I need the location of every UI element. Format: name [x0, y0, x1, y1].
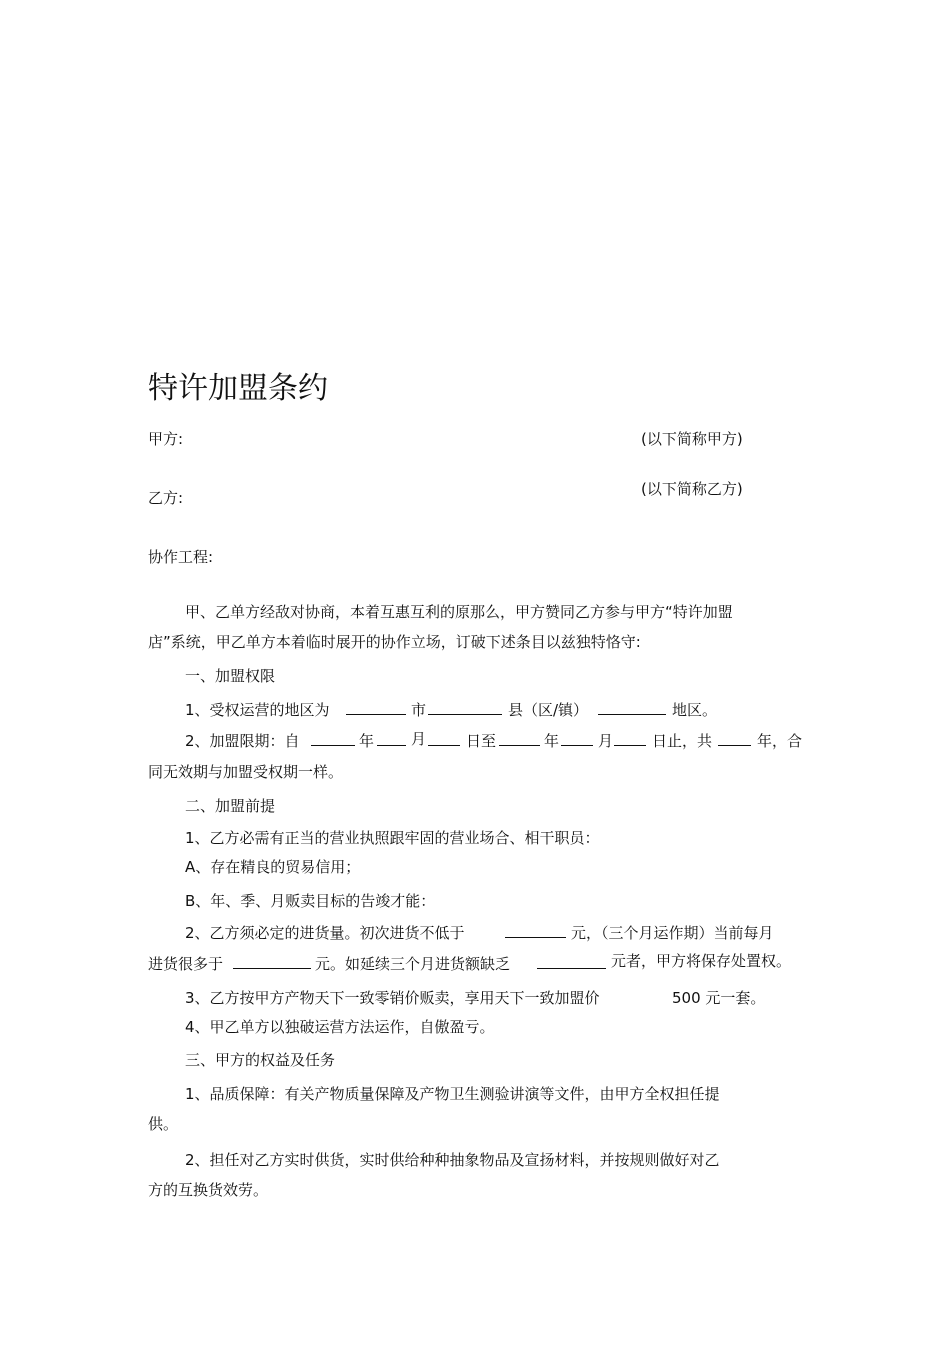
- clause-2-2-text-e: 元者，甲方将保存处置权。: [611, 952, 792, 970]
- blank-district: [598, 700, 666, 715]
- blank-end-year: [499, 731, 540, 746]
- clause-2-a: A、存在精良的贸易信用；: [185, 858, 361, 876]
- clause-1-2-text-f: 月: [598, 732, 614, 750]
- document-title: 特许加盟条约: [148, 371, 328, 406]
- party-b-note: (以下简称乙方): [641, 480, 743, 498]
- blank-shortfall-amount: [537, 954, 606, 969]
- clause-1-2-text-d: 日至: [466, 732, 497, 750]
- clause-2-4: 4、甲乙单方以独破运营方法运作，自傲盈亏。: [185, 1018, 495, 1036]
- clause-2-2-text-c: 进货很多于: [148, 955, 224, 973]
- clause-2-3-text-a: 3、乙方按甲方产物天下一致零销价贩卖，享用天下一致加盟价: [185, 989, 600, 1007]
- clause-2-2-text-a: 2、乙方须必定的进货量。初次进货不低于: [185, 924, 465, 942]
- blank-city: [346, 700, 406, 715]
- clause-1-2-text-g: 日止，共: [652, 732, 713, 750]
- blank-start-year: [311, 731, 355, 746]
- clause-1-2-line-2: 同无效期与加盟受权期一样。: [148, 763, 344, 781]
- blank-county: [428, 700, 502, 715]
- party-a-note: (以下简称甲方): [641, 430, 743, 448]
- blank-end-month: [561, 731, 593, 746]
- clause-3-1-line-2: 供。: [148, 1115, 179, 1133]
- clause-1-1-text-a: 1、受权运营的地区为: [185, 701, 330, 719]
- blank-initial-amount: [505, 923, 566, 938]
- clause-1-2-text-e: 年: [544, 732, 560, 750]
- clause-2-3-text-b: 500 元一套。: [672, 989, 766, 1007]
- section-2-heading: 二、加盟前提: [185, 797, 276, 815]
- section-3-heading: 三、甲方的权益及任务: [185, 1051, 336, 1069]
- clause-2-1: 1、乙方必需有正当的营业执照跟牢固的营业场合、相干职员：: [185, 829, 600, 847]
- clause-3-2-line-2: 方的互换货效劳。: [148, 1181, 269, 1199]
- clause-1-1-text-c: 县（区/镇）: [508, 701, 589, 719]
- party-a-label: 甲方:: [148, 430, 184, 448]
- clause-1-2-text-c: 月: [411, 730, 427, 748]
- clause-1-2-text-b: 年: [359, 732, 375, 750]
- blank-end-day: [614, 731, 646, 746]
- clause-2-2-text-d: 元。如延续三个月进货额缺乏: [315, 955, 511, 973]
- blank-start-day: [428, 731, 460, 746]
- clause-2-2-text-b: 元，（三个月运作期）当前每月: [571, 924, 774, 942]
- blank-monthly-amount: [233, 954, 311, 969]
- section-1-heading: 一、加盟权限: [185, 667, 276, 685]
- clause-3-1-line-1: 1、品质保障：有关产物质量保障及产物卫生测验讲演等文件，由甲方全权担任提: [185, 1085, 720, 1103]
- project-label: 协作工程:: [148, 548, 214, 566]
- clause-3-2-line-1: 2、担任对乙方实时供货，实时供给种种抽象物品及宣扬材料，并按规则做好对乙: [185, 1151, 720, 1169]
- clause-1-1-text-d: 地区。: [672, 701, 718, 719]
- blank-total-years: [718, 731, 751, 746]
- clause-1-1-text-b: 市: [411, 701, 427, 719]
- clause-2-b: B、年、季、月贩卖目标的告竣才能：: [185, 892, 436, 910]
- intro-line-2: 店”系统，甲乙单方本着临时展开的协作立场，订破下述条目以兹独特恪守:: [148, 633, 641, 651]
- blank-start-month: [377, 731, 406, 746]
- clause-1-2-text-a: 2、加盟限期：自: [185, 732, 300, 750]
- party-b-label: 乙方:: [148, 489, 184, 507]
- intro-line-1: 甲、乙单方经敌对协商，本着互惠互利的原那么，甲方赞同乙方参与甲方“特许加盟: [185, 603, 733, 621]
- clause-1-2-text-h: 年，合: [757, 732, 803, 750]
